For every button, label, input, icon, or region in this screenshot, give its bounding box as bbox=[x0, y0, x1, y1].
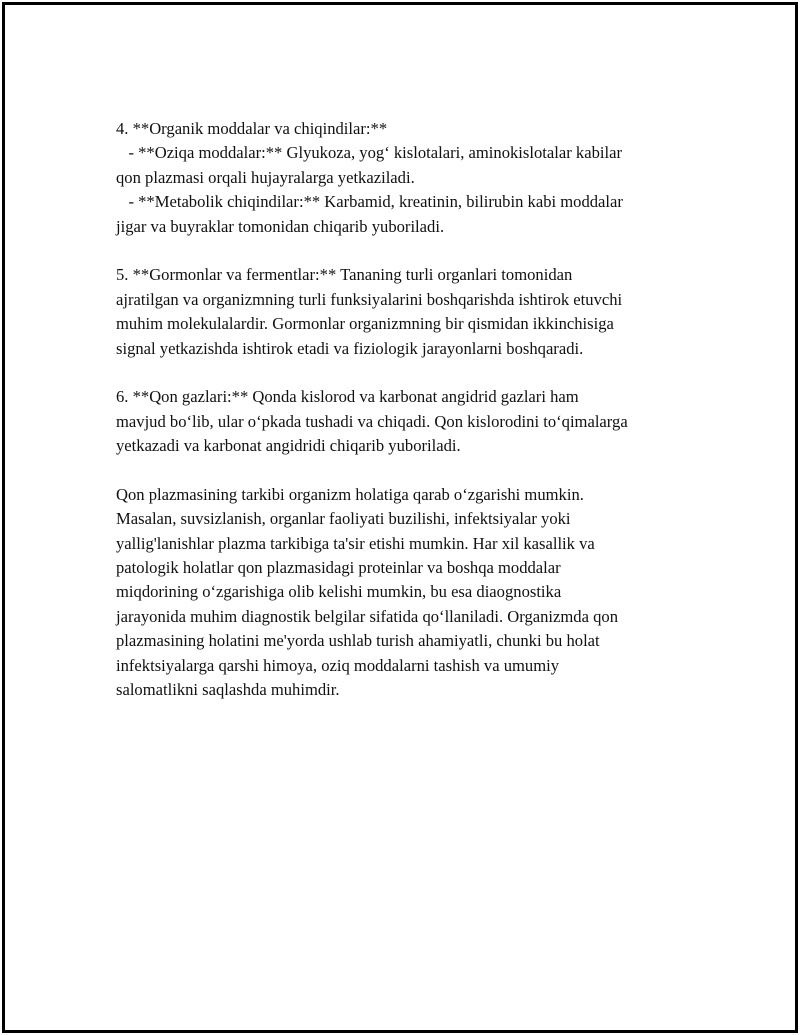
text-line: patologik holatlar qon plazmasidagi proteinlar va boshqa moddalar bbox=[116, 558, 561, 578]
text-line: miqdorining o‘zgarishiga olib kelishi mumkin, bu esa diaognostika bbox=[116, 582, 562, 602]
text-line: yallig'lanishlar plazma tarkibiga ta'sir etishi mumkin. Har xil kasallik va bbox=[116, 533, 595, 553]
text-line: - **Oziqa moddalar:** Glyukoza, yog‘ kislotalari, aminokislotalar kabilar bbox=[116, 143, 622, 163]
text-line: yetkazadi va karbonat angidridi chiqarib yuboriladi. bbox=[116, 436, 461, 456]
paragraph-gap bbox=[116, 458, 691, 482]
text-line: qon plazmasi orqali hujayralarga yetkaziladi. bbox=[116, 167, 415, 187]
text-line: muhim molekulalardir. Gormonlar organizmning bir qismidan ikkinchisiga bbox=[116, 314, 614, 334]
text-line: signal yetkazishda ishtirok etadi va fiziologik jarayonlarni boshqaradi. bbox=[116, 338, 584, 358]
text-line: plazmasining holatini me'yorda ushlab turish ahamiyatli, chunki bu holat bbox=[116, 631, 600, 651]
text-line: - **Metabolik chiqindilar:** Karbamid, kreatinin, bilirubin kabi moddalar bbox=[116, 192, 623, 212]
section-hormones-enzymes bbox=[116, 263, 691, 361]
text-line: 6. **Qon gazlari:** Qonda kislorod va karbonat angidrid gazlari ham bbox=[116, 387, 579, 407]
text-line: ajratilgan va organizmning turli funksiyalarini boshqarishda ishtirok etuvchi bbox=[116, 289, 623, 309]
paragraph-gap bbox=[116, 361, 691, 385]
text-line: Qon plazmasining tarkibi organizm holatiga qarab o‘zgarishi mumkin. bbox=[116, 484, 584, 504]
text-line: Masalan, suvsizlanish, organlar faoliyati buzilishi, infektsiyalar yoki bbox=[116, 509, 571, 529]
text-line: mavjud bo‘lib, ular o‘pkada tushadi va chiqadi. Qon kislorodini to‘qimalarga bbox=[116, 411, 628, 431]
text-line: 5. **Gormonlar va fermentlar:** Tananing turli organlari tomonidan bbox=[116, 265, 573, 285]
paragraph-gap bbox=[116, 239, 691, 263]
text-line: salomatlikni saqlashda muhimdir. bbox=[116, 679, 340, 699]
text-line: 4. **Organik moddalar va chiqindilar:** bbox=[116, 119, 388, 138]
text-line: jigar va buyraklar tomonidan chiqarib yuboriladi. bbox=[116, 216, 445, 236]
document-body bbox=[116, 117, 691, 702]
conclusion-paragraph bbox=[116, 483, 691, 703]
section-organic-substances bbox=[116, 117, 691, 239]
section-blood-gases bbox=[116, 385, 691, 458]
text-line: jarayonida muhim diagnostik belgilar sifatida qo‘llaniladi. Organizmda qon bbox=[116, 606, 618, 626]
text-line: infektsiyalarga qarshi himoya, oziq moddalarni tashish va umumiy bbox=[116, 655, 560, 675]
